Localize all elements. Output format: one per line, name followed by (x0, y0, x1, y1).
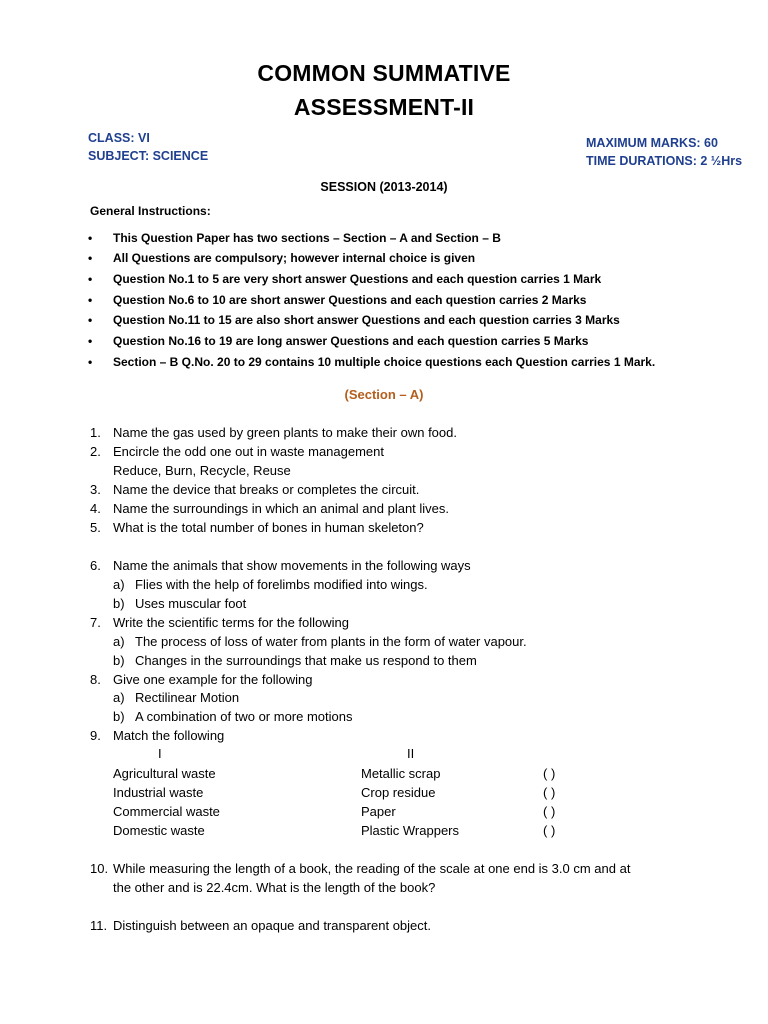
instruction-text: Question No.1 to 5 are very short answer Questions and each question carries 1 Mark (113, 272, 602, 286)
match-column-1-header: I (158, 746, 162, 761)
sub-question-text: Flies with the help of forelimbs modified into wings. (135, 577, 428, 592)
question-number: 8. (90, 672, 101, 687)
subject-label: SUBJECT: SCIENCE (88, 149, 209, 163)
question-number: 2. (90, 444, 101, 459)
bullet-icon: • (88, 272, 93, 286)
question-number: 5. (90, 520, 101, 535)
sub-question-text: Uses muscular foot (135, 596, 247, 611)
bullet-icon: • (88, 293, 93, 307)
match-left-item: Commercial waste (113, 804, 220, 819)
question-text: Encircle the odd one out in waste management (113, 444, 385, 459)
question-number: 3. (90, 482, 101, 497)
question-text: What is the total number of bones in human skeleton? (113, 520, 424, 535)
instruction-text: Question No.16 to 19 are long answer Questions and each question carries 5 Marks (113, 334, 589, 348)
question-text: Name the device that breaks or completes the circuit. (113, 482, 420, 497)
match-answer-blank: ( ) (543, 823, 556, 838)
sub-question-text: A combination of two or more motions (135, 709, 353, 724)
bullet-icon: • (88, 313, 93, 327)
question-options: Reduce, Burn, Recycle, Reuse (113, 463, 291, 478)
question-text-continued: the other and is 22.4cm. What is the length of the book? (113, 880, 436, 895)
sub-question-text: Changes in the surroundings that make us respond to them (135, 653, 477, 668)
instruction-text: Question No.6 to 10 are short answer Questions and each question carries 2 Marks (113, 293, 587, 307)
sub-question-label: b) (113, 596, 125, 611)
class-label: CLASS: VI (88, 131, 150, 145)
instruction-item (88, 272, 602, 286)
bullet-icon: • (88, 334, 93, 348)
bullet-icon: • (88, 251, 93, 265)
instruction-item (88, 231, 501, 245)
title-line-1: COMMON SUMMATIVE (257, 60, 511, 86)
instruction-item (88, 251, 476, 265)
question-text: Give one example for the following (113, 672, 313, 687)
question-text: While measuring the length of a book, the reading of the scale at one end is 3.0 cm and at (113, 861, 631, 876)
question-text: Name the animals that show movements in the following ways (113, 558, 471, 573)
max-marks-label: MAXIMUM MARKS: 60 (586, 136, 718, 150)
question-text: Name the gas used by green plants to make their own food. (113, 425, 457, 440)
match-answer-blank: ( ) (543, 766, 556, 781)
match-right-item: Paper (361, 804, 396, 819)
match-answer-blank: ( ) (543, 785, 556, 800)
question-number: 7. (90, 615, 101, 630)
sub-question-label: b) (113, 709, 125, 724)
instruction-item (88, 293, 587, 307)
instructions-heading: General Instructions: (90, 204, 211, 218)
instruction-text: Section – B Q.No. 20 to 29 contains 10 multiple choice questions each Question carries 1 Mark. (113, 355, 656, 369)
match-left-item: Domestic waste (113, 823, 205, 838)
match-left-item: Industrial waste (113, 785, 204, 800)
question-number: 9. (90, 728, 101, 743)
question-number: 1. (90, 425, 101, 440)
sub-question-label: a) (113, 690, 125, 705)
instruction-text: All Questions are compulsory; however internal choice is given (113, 251, 476, 265)
instruction-item (88, 334, 589, 348)
match-right-item: Crop residue (361, 785, 436, 800)
instruction-text: This Question Paper has two sections – Section – A and Section – B (113, 231, 501, 245)
bullet-icon: • (88, 231, 93, 245)
sub-question-label: a) (113, 634, 125, 649)
question-text: Distinguish between an opaque and transparent object. (113, 918, 431, 933)
question-number: 10. (90, 861, 109, 876)
question-text: Name the surroundings in which an animal and plant lives. (113, 501, 450, 516)
question-text: Write the scientific terms for the following (113, 615, 350, 630)
match-right-item: Metallic scrap (361, 766, 441, 781)
sub-question-label: a) (113, 577, 125, 592)
question-number: 11. (90, 918, 108, 933)
title-line-2: ASSESSMENT-II (293, 94, 475, 120)
duration-label: TIME DURATIONS: 2 ½Hrs (586, 154, 743, 168)
instruction-text: Question No.11 to 15 are also short answer Questions and each question carries 3 Marks (113, 313, 620, 327)
question-number: 6. (90, 558, 101, 573)
question-number: 4. (90, 501, 101, 516)
question-text: Match the following (113, 728, 225, 743)
session-label: SESSION (2013-2014) (320, 180, 448, 194)
match-answer-blank: ( ) (543, 804, 556, 819)
bullet-icon: • (88, 355, 93, 369)
instruction-item (88, 313, 620, 327)
sub-question-text: The process of loss of water from plants in the form of water vapour. (135, 634, 527, 649)
match-column-2-header: II (407, 746, 415, 761)
instruction-item (88, 355, 656, 369)
sub-question-text: Rectilinear Motion (135, 690, 240, 705)
section-a-heading: (Section – A) (344, 387, 424, 402)
match-left-item: Agricultural waste (113, 766, 216, 781)
sub-question-label: b) (113, 653, 125, 668)
match-right-item: Plastic Wrappers (361, 823, 460, 838)
